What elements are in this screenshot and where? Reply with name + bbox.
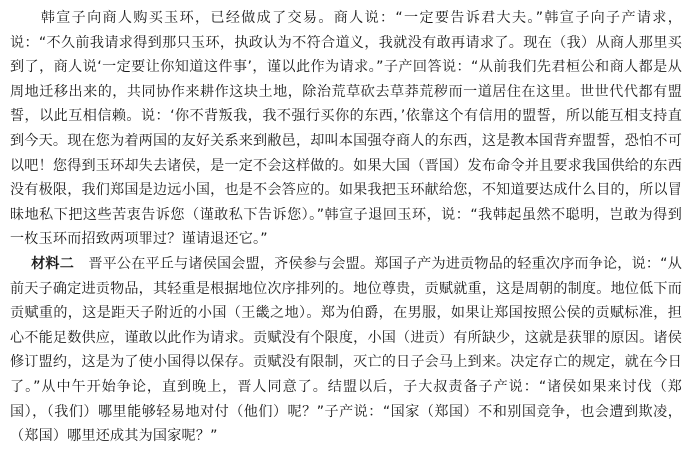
material-2-text: 晋平公在平丘与诸侯国会盟，齐侯参与会盟。郑国子产为进贡物品的轻重次序而争论，说：“从前天子确定进贡物品，其轻重是根据地位次序排列的。地位尊贵，贡赋就重，这是周朝的制度。地位低下而贡赋重的，这是距天子附近的小国（王畿之地）。郑为伯爵，在男服，如果让郑国按照公侯的贡赋标准，担心不能足数供应，谨敢以此作为请求。贡赋没有个限度，小国（进贡）有所缺少，这就是获罪的原因。诸侯修订盟约，这是为了使小国得以保存。贡赋没有限制，灭亡的日子会马上到来。决定存亡的规定，就在今日了。”从中午开始争论，直到晚上，晋人同意了。结盟以后，子大叔责备子产说：“诸侯如果来讨伐（郑国），（我们）哪里能够轻易地对付（他们）呢？”子产说：“国家（郑国）不和别国竞争，也会遭到欺凌，（郑国）哪里还成其为国家呢？”	[10, 255, 682, 445]
paragraph-material-1: 韩宣子向商人购买玉环，已经做成了交易。商人说：“一定要告诉君大夫。”韩宣子向子产请求，说：“不久前我请求得到那只玉环，执政认为不符合道义，我就没有敢再请求了。现在（我）从商人那里买到了，商人说‘一定要让你知道这件事’，谨以此作为请求。”子产回答说：“从前我们先君桓公和商人都是从周地迁移出来的，共同协作来耕作这块土地，除治荒草砍去草莽荒秽而一道居住在这里。世世代代都有盟誓，以此互相信赖。说：‘你不背叛我，我不强行买你的东西，’依靠这个有信用的盟誓，所以能互相支持直到今天。现在您为着两国的友好关系来到敝邑，却叫本国强夺商人的东西，这是教本国背弃盟誓，恐怕不可以吧！您得到玉环却失去诸侯，是一定不会这样做的。如果大国（晋国）发布命令并且要求我国供给的东西没有极限，我们郑国是边远小国，也是不会答应的。如果我把玉环献给您，不知道要达成什么目的，所以冒昧地私下把这些苦衷告诉您（谨敢私下告诉您）。”韩宣子退回玉环，说：“我韩起虽然不聪明，岂敢为得到一枚玉环而招致两项罪过？谨请退还它。”	[10, 10, 682, 248]
paragraph-material-2	[10, 252, 682, 449]
material-2-label: 材料二	[31, 255, 75, 272]
